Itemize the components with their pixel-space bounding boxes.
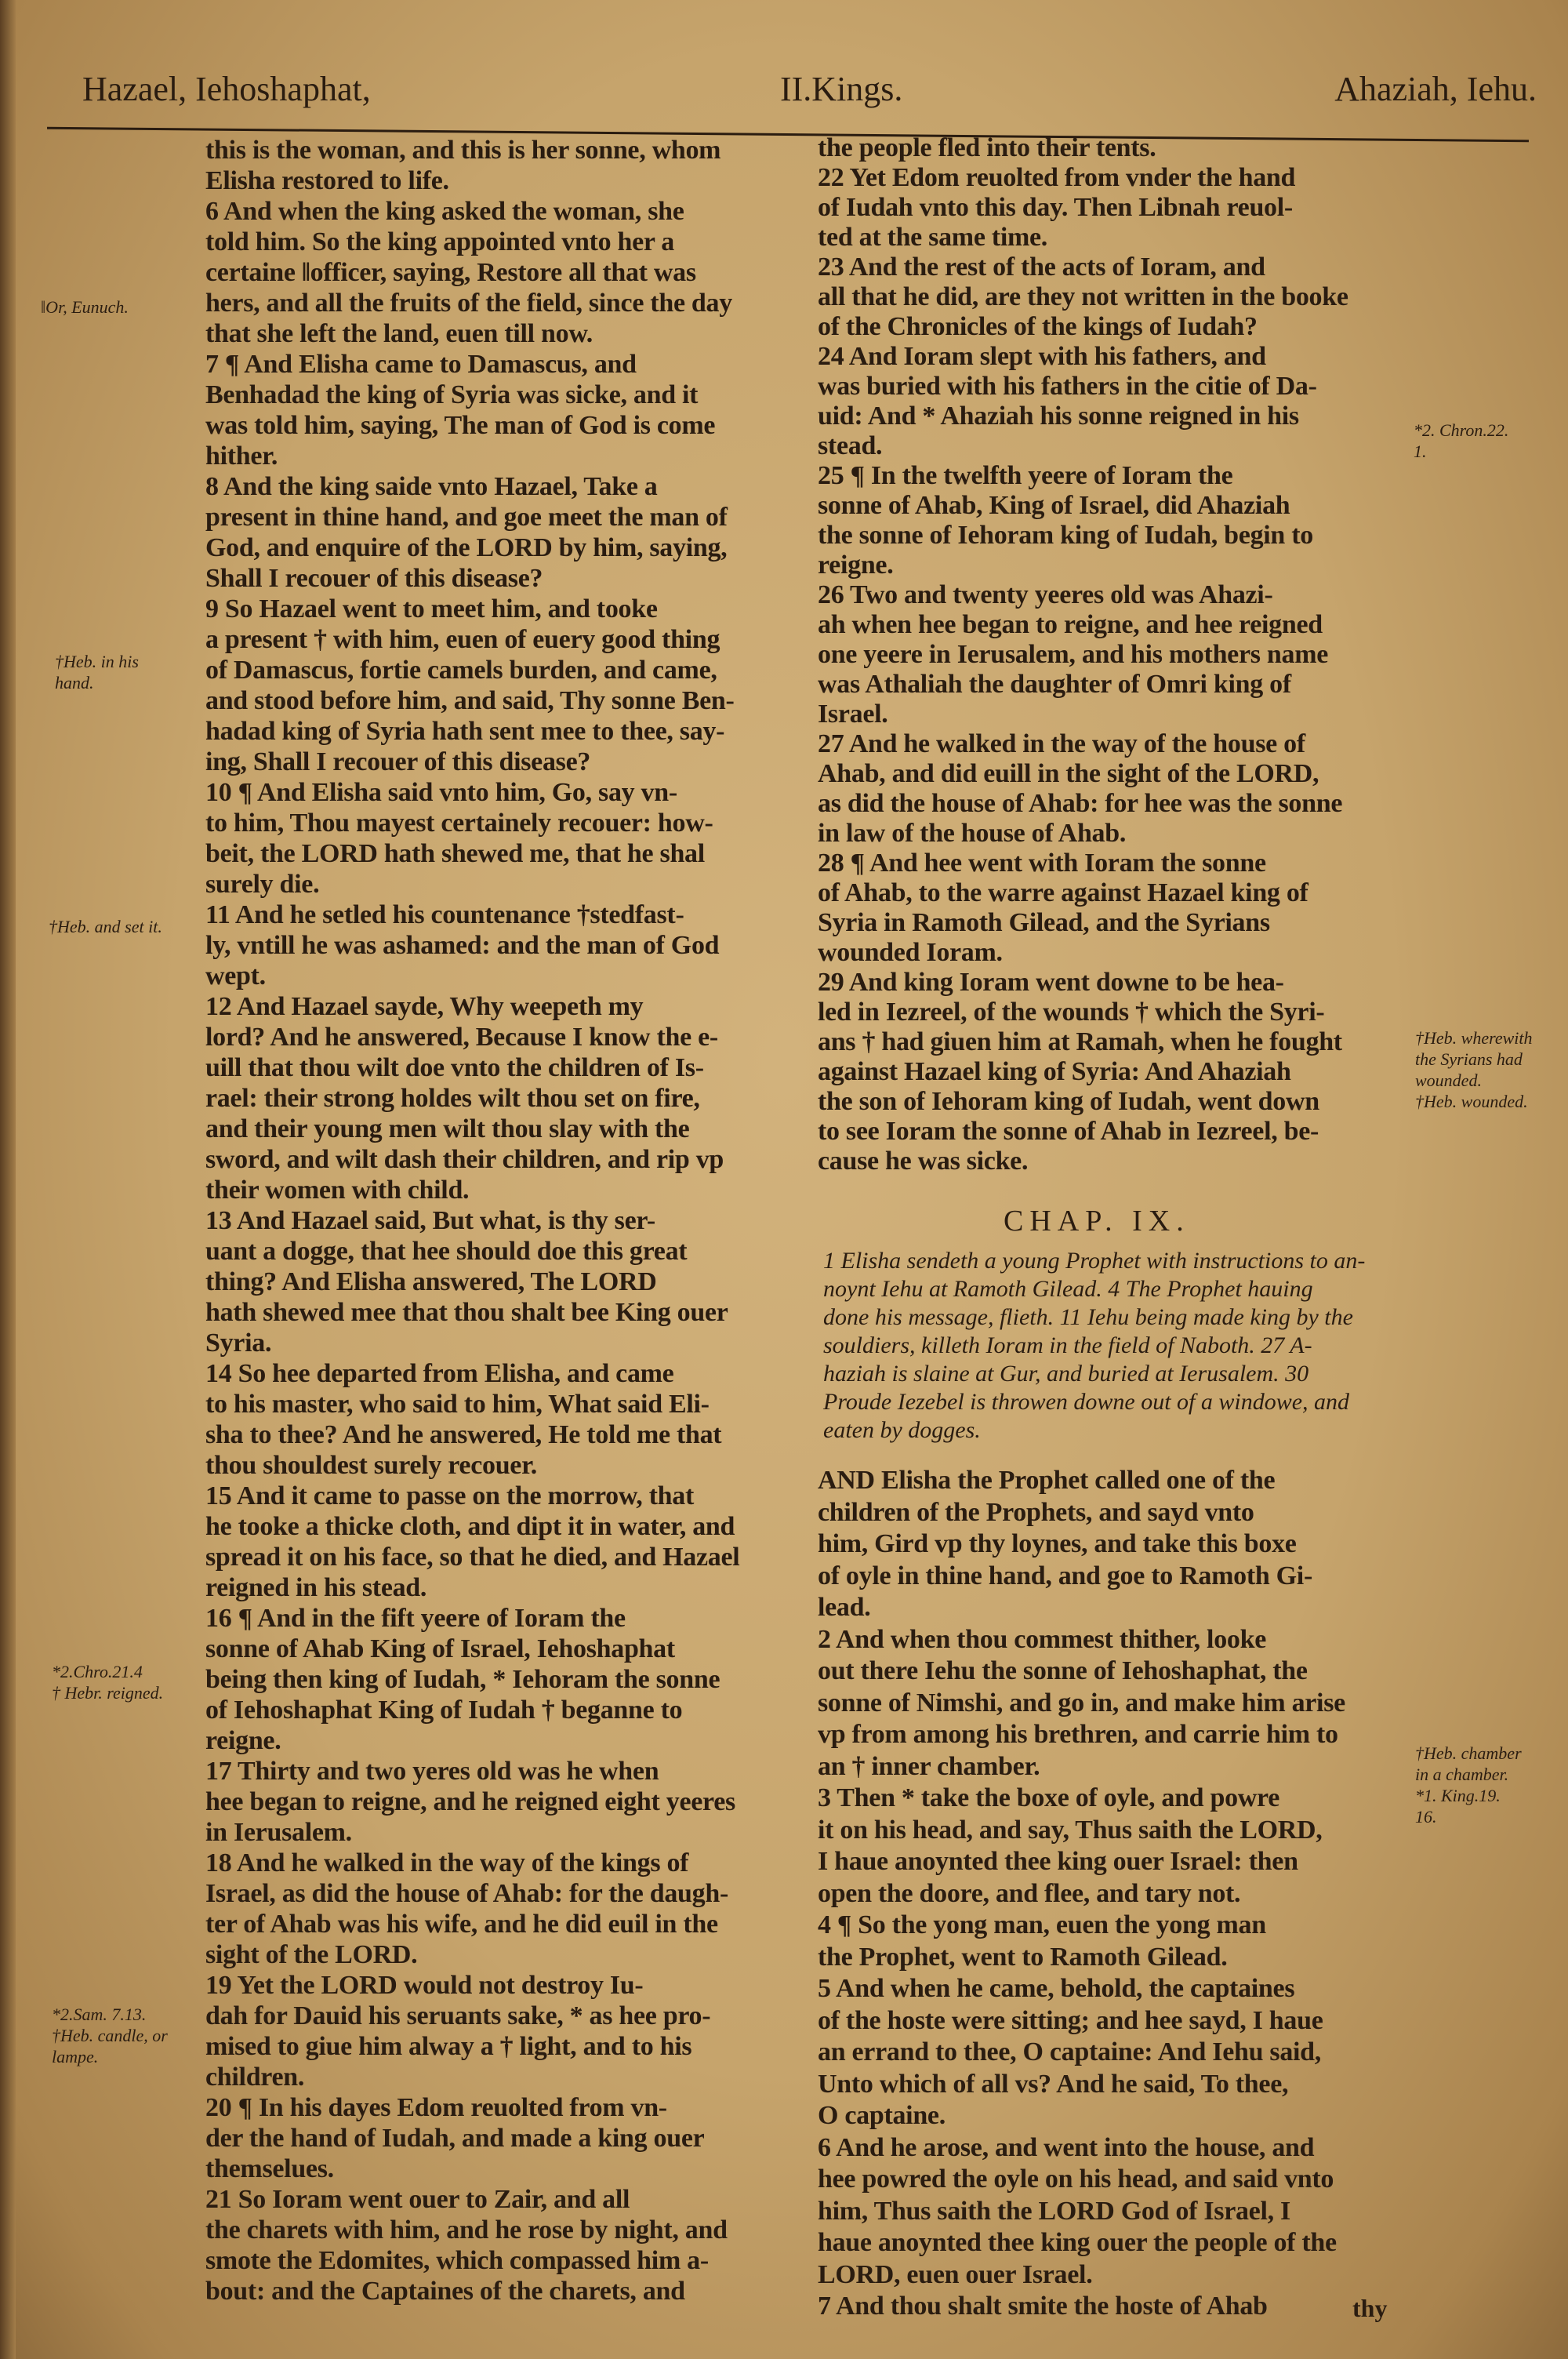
text-line: an † inner chamber.	[818, 1751, 1040, 1781]
text-line: to his master, who said to him, What said Eli-	[205, 1390, 710, 1419]
text-line: 3 Then * take the boxe of oyle, and powre	[818, 1783, 1280, 1812]
text-line: ‖Or, Eunuch.	[41, 297, 129, 317]
text-line: hath shewed mee that thou shalt bee King ouer	[205, 1298, 728, 1327]
text-line: bout: and the Captaines of the charets, and	[205, 2277, 685, 2306]
text-line: of Iehoshaphat King of Iudah † beganne to	[205, 1696, 683, 1725]
text-line: in Ierusalem.	[205, 1818, 352, 1847]
text-line: 8 And the king saide vnto Hazael, Take a	[205, 472, 658, 501]
text-line: reigne.	[818, 551, 894, 580]
text-line: †Heb. wherewith	[1415, 1028, 1533, 1048]
text-line: †Heb. candle, or	[52, 2026, 168, 2045]
text-line: he tooke a thicke cloth, and dipt it in water, and	[205, 1512, 735, 1541]
text-line: one yeere in Ierusalem, and his mothers name	[818, 640, 1329, 669]
text-line: ing, Shall I recouer of this disease?	[205, 747, 591, 776]
text-line: *2. Chron.22.	[1414, 420, 1509, 440]
text-line: stead.	[818, 431, 883, 460]
right-column-bottom	[818, 1465, 1410, 2323]
text-line: of the Chronicles of the kings of Iudah?	[818, 312, 1258, 341]
text-line: in a chamber.	[1415, 1765, 1509, 1784]
text-line: Syria in Ramoth Gilead, and the Syrians	[818, 908, 1270, 937]
text-line: Syria.	[205, 1329, 272, 1358]
text-line: der the hand of Iudah, and made a king ouer	[205, 2124, 705, 2153]
margin-note	[52, 2004, 168, 2067]
text-line: Israel.	[818, 700, 888, 729]
text-line: ah when hee began to reigne, and hee reigned	[818, 610, 1323, 639]
text-line: †Heb. chamber	[1415, 1743, 1522, 1763]
text-line: was told him, saying, The man of God is come	[205, 411, 716, 440]
text-line: 1.	[1414, 442, 1427, 461]
text-line: †Heb. in his	[55, 652, 139, 671]
text-line: uant a dogge, that hee should doe this great	[205, 1237, 688, 1266]
text-line: haue anoynted thee king ouer the people of the	[818, 2228, 1337, 2257]
text-line: 2 And when thou commest thither, looke	[818, 1624, 1266, 1654]
text-line: hand.	[55, 673, 94, 692]
text-line: sword, and wilt dash their children, and rip vp	[205, 1145, 724, 1174]
text-line: the charets with him, and he rose by night, and	[205, 2215, 728, 2245]
margin-note	[49, 916, 162, 937]
margin-note	[1415, 1027, 1533, 1112]
text-line: that she left the land, euen till now.	[205, 319, 593, 348]
text-line: hers, and all the fruits of the field, since the day	[205, 289, 732, 318]
text-line: 24 And Ioram slept with his fathers, and	[818, 342, 1266, 371]
text-line: 22 Yet Edom reuolted from vnder the hand	[818, 163, 1296, 192]
text-line: the people fled into their tents.	[818, 133, 1156, 162]
text-line: sha to thee? And he answered, He told me that	[205, 1420, 722, 1449]
text-line: *2.Chro.21.4	[52, 1662, 143, 1681]
text-line: him, Gird vp thy loynes, and take this boxe	[818, 1529, 1297, 1558]
text-line: 16 ¶ And in the fift yeere of Ioram the	[205, 1604, 626, 1633]
text-line: † Hebr. reigned.	[52, 1683, 164, 1703]
text-line: an errand to thee, O captaine: And Iehu said,	[818, 2037, 1321, 2066]
text-line: thou shouldest surely recouer.	[205, 1451, 537, 1480]
text-line: ly, vntill he was ashamed: and the man of God	[205, 931, 720, 960]
text-line: a present † with him, euen of euery good thing	[205, 625, 720, 654]
text-line: done his message, flieth. 11 Iehu being made king by the	[823, 1304, 1353, 1330]
text-line: to him, Thou mayest certainely recouer: how-	[205, 809, 713, 838]
running-header	[43, 69, 1552, 132]
text-line: led in Iezreel, of the wounds † which the Syri-	[818, 998, 1325, 1027]
header-right: Ahaziah, Iehu.	[1334, 70, 1537, 108]
text-line: children.	[205, 2063, 305, 2092]
text-line: Shall I recouer of this disease?	[205, 564, 543, 593]
text-line: was buried with his fathers in the citie of Da-	[818, 372, 1317, 401]
text-line: 6 And when the king asked the woman, she	[205, 197, 684, 226]
text-line: 16.	[1415, 1807, 1437, 1826]
text-line: reigned in his stead.	[205, 1573, 427, 1602]
margin-note	[55, 651, 139, 693]
text-line: sonne of Nimshi, and go in, and make him arise	[818, 1688, 1345, 1717]
text-line: surely die.	[205, 870, 320, 899]
text-line: smote the Edomites, which compassed him a-	[205, 2246, 709, 2275]
text-line: of oyle in thine hand, and goe to Ramoth Gi-	[818, 1561, 1312, 1590]
text-line: of Iudah vnto this day. Then Libnah reuol-	[818, 193, 1293, 222]
text-line: eaten by dogges.	[823, 1417, 981, 1443]
text-line: 10 ¶ And Elisha said vnto him, Go, say vn-	[205, 778, 677, 807]
text-line: 5 And when he came, behold, the captaines	[818, 1974, 1295, 2003]
right-column-top	[818, 133, 1410, 1176]
text-line: 6 And he arose, and went into the house, and	[818, 2132, 1315, 2162]
text-line: †Heb. wounded.	[1415, 1092, 1528, 1111]
text-line: vp from among his brethren, and carrie him to	[818, 1720, 1338, 1749]
text-line: 12 And Hazael sayde, Why weepeth my	[205, 992, 644, 1021]
text-line: Elisha restored to life.	[205, 166, 449, 195]
text-line: children of the Prophets, and sayd vnto	[818, 1497, 1254, 1527]
text-line: I haue anoynted thee king ouer Israel: then	[818, 1847, 1298, 1876]
text-line: mised to giue him alway a † light, and to his	[205, 2032, 692, 2061]
text-line: against Hazael king of Syria: And Ahaziah	[818, 1057, 1291, 1086]
text-line: sonne of Ahab King of Israel, Iehoshaphat	[205, 1634, 675, 1663]
text-line: the son of Iehoram king of Iudah, went down	[818, 1087, 1319, 1116]
text-line: ter of Ahab was his wife, and he did euil in the	[205, 1910, 718, 1939]
chapter-heading: CHAP. IX.	[1004, 1205, 1190, 1238]
text-line: him, Thus saith the LORD God of Israel, I	[818, 2196, 1290, 2226]
text-line: haziah is slaine at Gur, and buried at Ierusalem. 30	[823, 1361, 1309, 1387]
text-line: noynt Iehu at Ramoth Gilead. 4 The Prophet hauing	[823, 1276, 1313, 1302]
text-line: Proude Iezebel is throwen downe out of a windowe, and	[823, 1389, 1350, 1415]
text-line: sight of the LORD.	[205, 1940, 418, 1969]
text-line: hee began to reigne, and he reigned eight yeeres	[205, 1787, 735, 1816]
text-line: O captaine.	[818, 2101, 946, 2130]
text-line: open the doore, and flee, and tary not.	[818, 1878, 1241, 1908]
text-line: God, and enquire of the LORD by him, saying,	[205, 533, 728, 562]
catchword: thy	[1352, 2294, 1388, 2322]
text-line: 9 So Hazael went to meet him, and tooke	[205, 594, 658, 623]
margin-note	[1415, 1743, 1522, 1827]
text-line: ted at the same time.	[818, 223, 1047, 252]
text-line: being then king of Iudah, * Iehoram the sonne	[205, 1665, 720, 1694]
text-line: 1 Elisha sendeth a young Prophet with instructions to an-	[823, 1248, 1366, 1274]
text-line: 4 ¶ So the yong man, euen the yong man	[818, 1910, 1266, 1939]
margin-note	[1414, 420, 1508, 462]
text-line: cause he was sicke.	[818, 1147, 1029, 1176]
text-line: wounded Ioram.	[818, 938, 1003, 967]
left-column	[205, 135, 801, 2306]
text-line: 7 And thou shalt smite the hoste of Ahab	[818, 2292, 1268, 2321]
text-line: Unto which of all vs? And he said, To thee,	[818, 2069, 1289, 2099]
header-left: Hazael, Iehoshaphat,	[82, 70, 371, 108]
text-line: lampe.	[52, 2047, 99, 2066]
text-line: *2.Sam. 7.13.	[52, 2005, 147, 2024]
text-line: 23 And the rest of the acts of Ioram, and	[818, 253, 1265, 282]
text-line: the sonne of Iehoram king of Iudah, begin to	[818, 521, 1313, 550]
text-line: 27 And he walked in the way of the house of	[818, 729, 1305, 758]
text-line: of Ahab, to the warre against Hazael king of	[818, 878, 1308, 907]
text-line: was Athaliah the daughter of Omri king of	[818, 670, 1291, 699]
text-line: Ahab, and did euill in the sight of the LORD,	[818, 759, 1319, 788]
text-line: 18 And he walked in the way of the kings of	[205, 1848, 689, 1877]
text-line: and their young men wilt thou slay with the	[205, 1114, 690, 1143]
text-line: AND Elisha the Prophet called one of the	[818, 1466, 1276, 1495]
text-line: lead.	[818, 1593, 871, 1622]
text-line: themselues.	[205, 2154, 334, 2183]
text-line: told him. So the king appointed vnto her a	[205, 227, 674, 256]
text-line: *1. King.19.	[1415, 1786, 1501, 1805]
margin-note	[41, 296, 129, 318]
text-line: their women with child.	[205, 1176, 470, 1205]
text-line: spread it on his face, so that he died, and Hazael	[205, 1543, 740, 1572]
text-line: †Heb. and set it.	[49, 917, 162, 936]
text-line: 13 And Hazael said, But what, is thy ser-	[205, 1206, 655, 1235]
text-line: hither.	[205, 442, 278, 471]
text-line: 15 And it came to passe on the morrow, that	[205, 1481, 695, 1510]
text-line: hee powred the oyle on his head, and said vnto	[818, 2165, 1334, 2194]
text-line: LORD, euen ouer Israel.	[818, 2259, 1093, 2289]
text-line: certaine ‖officer, saying, Restore all that was	[205, 258, 696, 287]
text-line: lord? And he answered, Because I know the e-	[205, 1023, 718, 1052]
text-line: and stood before him, and said, Thy sonne Ben-	[205, 686, 735, 715]
text-line: out there Iehu the sonne of Iehoshaphat, the	[818, 1656, 1308, 1685]
text-line: Israel, as did the house of Ahab: for the daugh-	[205, 1879, 728, 1908]
text-line: the Prophet, went to Ramoth Gilead.	[818, 1942, 1228, 1972]
text-line: present in thine hand, and goe meet the man of	[205, 503, 728, 532]
text-line: souldiers, killeth Ioram in the field of Naboth. 27 A-	[823, 1332, 1312, 1358]
text-line: to see Ioram the sonne of Ahab in Iezreel, be-	[818, 1117, 1319, 1146]
text-line: dah for Dauid his seruants sake, * as hee pro-	[205, 2001, 711, 2030]
header-book-title: II.Kings.	[780, 70, 903, 108]
text-line: rael: their strong holdes wilt thou set on fire,	[205, 1084, 700, 1113]
text-line: in law of the house of Ahab.	[818, 819, 1127, 848]
text-line: 20 ¶ In his dayes Edom reuolted from vn-	[205, 2093, 667, 2122]
text-line: thing? And Elisha answered, The LORD	[205, 1267, 657, 1296]
text-line: 19 Yet the LORD would not destroy Iu-	[205, 1971, 644, 2000]
text-line: ans † had giuen him at Ramah, when he fought	[818, 1027, 1342, 1056]
text-line: Benhadad the king of Syria was sicke, and it	[205, 380, 699, 409]
text-line: all that he did, are they not written in the booke	[818, 282, 1348, 311]
text-line: reigne.	[205, 1726, 281, 1755]
text-line: as did the house of Ahab: for hee was the sonne	[818, 789, 1343, 818]
text-line: uill that thou wilt doe vnto the children of Is-	[205, 1053, 704, 1082]
text-line: 26 Two and twenty yeeres old was Ahazi-	[818, 580, 1273, 609]
text-line: 21 So Ioram went ouer to Zair, and all	[205, 2185, 630, 2214]
text-line: 14 So hee departed from Elisha, and came	[205, 1359, 674, 1388]
text-line: wept.	[205, 961, 266, 990]
text-line: beit, the LORD hath shewed me, that he shal	[205, 839, 705, 868]
text-line: sonne of Ahab, King of Israel, did Ahaziah	[818, 491, 1290, 520]
margin-note	[52, 1661, 163, 1703]
text-line: of Damascus, fortie camels burden, and came,	[205, 656, 717, 685]
text-line: the Syrians had	[1415, 1049, 1523, 1069]
text-line: 25 ¶ In the twelfth yeere of Ioram the	[818, 461, 1233, 490]
text-line: 11 And he setled his countenance †stedfast-	[205, 900, 684, 929]
text-line: 7 ¶ And Elisha came to Damascus, and	[205, 350, 637, 379]
text-line: this is the woman, and this is her sonne, whom	[205, 136, 721, 165]
chapter-summary	[823, 1247, 1407, 1445]
text-line: 29 And king Ioram went downe to be hea-	[818, 968, 1284, 997]
page-gutter-edge	[0, 0, 16, 2359]
text-line: of the hoste were sitting; and hee sayd, I haue	[818, 2005, 1323, 2035]
text-line: 28 ¶ And hee went with Ioram the sonne	[818, 849, 1266, 878]
text-line: uid: And * Ahaziah his sonne reigned in his	[818, 402, 1299, 431]
text-line: 17 Thirty and two yeres old was he when	[205, 1757, 659, 1786]
text-line: wounded.	[1415, 1070, 1482, 1090]
text-line: it on his head, and say, Thus saith the LORD,	[818, 1815, 1323, 1845]
text-line: hadad king of Syria hath sent mee to thee, say-	[205, 717, 725, 746]
